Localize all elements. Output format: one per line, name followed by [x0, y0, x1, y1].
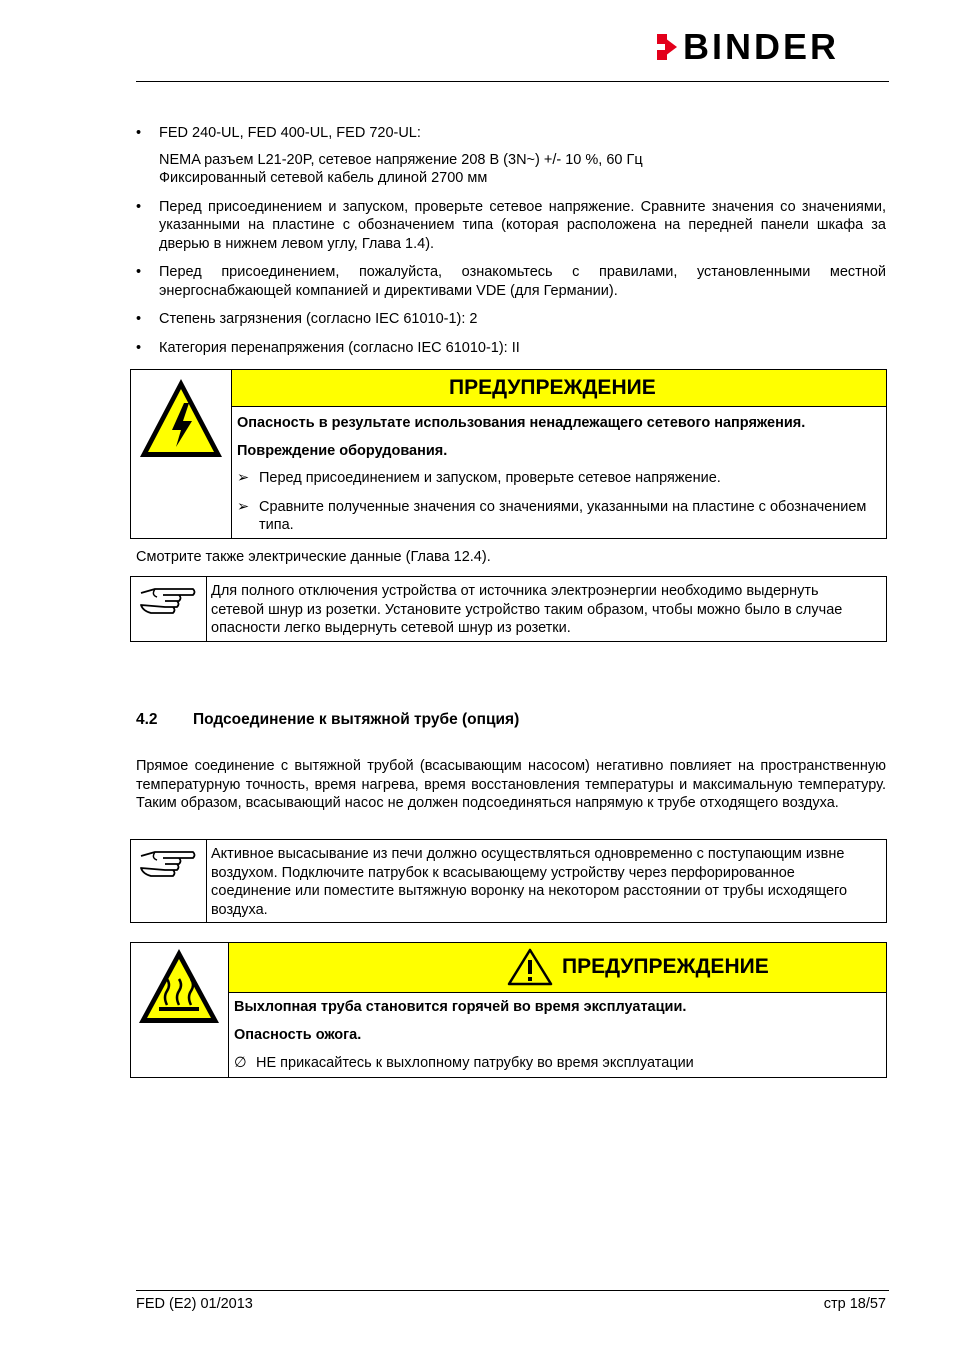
bullet-item: • Степень загрязнения (согласно IEC 61010-1): 2 [136, 310, 886, 329]
warning-consequence-text: Повреждение оборудования. [237, 442, 448, 459]
warning-title-text: ПРЕДУПРЕЖДЕНИЕ [562, 955, 769, 978]
note-icon-cell [131, 840, 207, 922]
warning-action [237, 498, 878, 535]
footer-rule [136, 1290, 889, 1291]
exclamation-warning-icon [507, 948, 553, 986]
section-number: 4.2 [136, 711, 158, 728]
warning-action-text: Сравните полученные значения со значениями, указанными на пластине с обозначением типа. [259, 498, 867, 533]
note-box-power [130, 576, 887, 642]
warning-box-hot [130, 942, 887, 1078]
section-title: Подсоединение к вытяжной трубе (опция) [193, 711, 520, 728]
logo-mark-icon [655, 28, 681, 68]
bullet-item: • Перед присоединением и запуском, проверьте сетевое напряжение. Сравните значения со значениями, указанными на пластине с обозначением типа (которая расположена на передней панели шкафа за дверью в нижнем левом углу, Глава 1.4). [136, 198, 886, 254]
hot-surface-icon [137, 947, 221, 1027]
warning-title [229, 943, 886, 993]
warning-action-text: НЕ прикасайтесь к выхлопному патрубку во время эксплуатации [256, 1055, 694, 1071]
warning-action [237, 469, 878, 488]
note-icon-cell [131, 577, 207, 641]
warning-action-text: Перед присоединением и запуском, проверьте сетевое напряжение. [259, 470, 721, 486]
warning-hazard-text: Выхлопная труба становится горячей во время эксплуатации. [234, 999, 687, 1015]
note-text: Для полного отключения устройства от источника электроэнергии необходимо выдернуть сетевой шнур из розетки. Установите устройство таким образом, чтобы можно было в случае опасности легко выдернуть сетевой шнур из розетки. [211, 583, 843, 636]
footer-document-id: FED (E2) 01/2013 [136, 1296, 253, 1312]
electric-hazard-icon [136, 375, 226, 461]
warning-icon-cell [131, 943, 229, 1077]
logo-text: BINDER [683, 26, 840, 67]
note-box-exhaust [130, 839, 887, 923]
arrow-bullet-icon: ➢ [237, 470, 250, 486]
bullet-list-top [136, 124, 886, 357]
see-also-text: Смотрите также электрические данные (Глава 12.4). [136, 549, 491, 565]
arrow-bullet-icon: ➢ [237, 498, 250, 515]
warning-consequence-text: Опасность ожога. [234, 1026, 362, 1043]
warning-title: ПРЕДУПРЕЖДЕНИЕ [232, 370, 886, 407]
warning-hazard-text: Опасность в результате использования ненадлежащего сетевого напряжения. [237, 415, 806, 431]
pointing-hand-icon [137, 846, 197, 886]
warning-box-electric [130, 369, 887, 539]
pointing-hand-icon [137, 583, 197, 623]
footer-page-number: стр 18/57 [823, 1296, 886, 1312]
header-rule [136, 81, 889, 82]
binder-logo [655, 28, 890, 68]
section-paragraph: Прямое соединение с вытяжной трубой (всасывающим насосом) негативно повлияет на пространственную температурную точность, время нагрева, время восстановления температуры и максимальную температуру. Таким образом, всасывающий насос не должен подсоединяться напрямую к трубе отходящего воздуха. [136, 758, 886, 811]
bullet-subline: NEMA разъем L21-20P, сетевое напряжение 208 В (3N~) +/- 10 %, 60 Гц [159, 151, 643, 168]
warning-icon-cell [131, 370, 232, 538]
bullet-item: • FED 240-UL, FED 400-UL, FED 720-UL: [136, 124, 886, 143]
bullet-item: • Перед присоединением, пожалуйста, ознакомьтесь с правилами, установленными местной энергоснабжающей компанией и директивами VDE (для Германии). [136, 263, 886, 300]
bullet-subline: Фиксированный сетевой кабель длиной 2700 мм [159, 170, 488, 186]
warning-action [234, 1054, 878, 1073]
prohibition-icon: ∅ [234, 1055, 247, 1071]
bullet-item: • Категория перенапряжения (согласно IEC 61010-1): II [136, 339, 886, 358]
note-text: Активное высасывание из печи должно осуществляться одновременно с поступающим извне воздухом. Подключите патрубок к всасывающему устройству через перфорированное соединение или поместите вытяжную воронку на некотором расстоянии от трубы исходящего воздуха. [211, 846, 848, 918]
